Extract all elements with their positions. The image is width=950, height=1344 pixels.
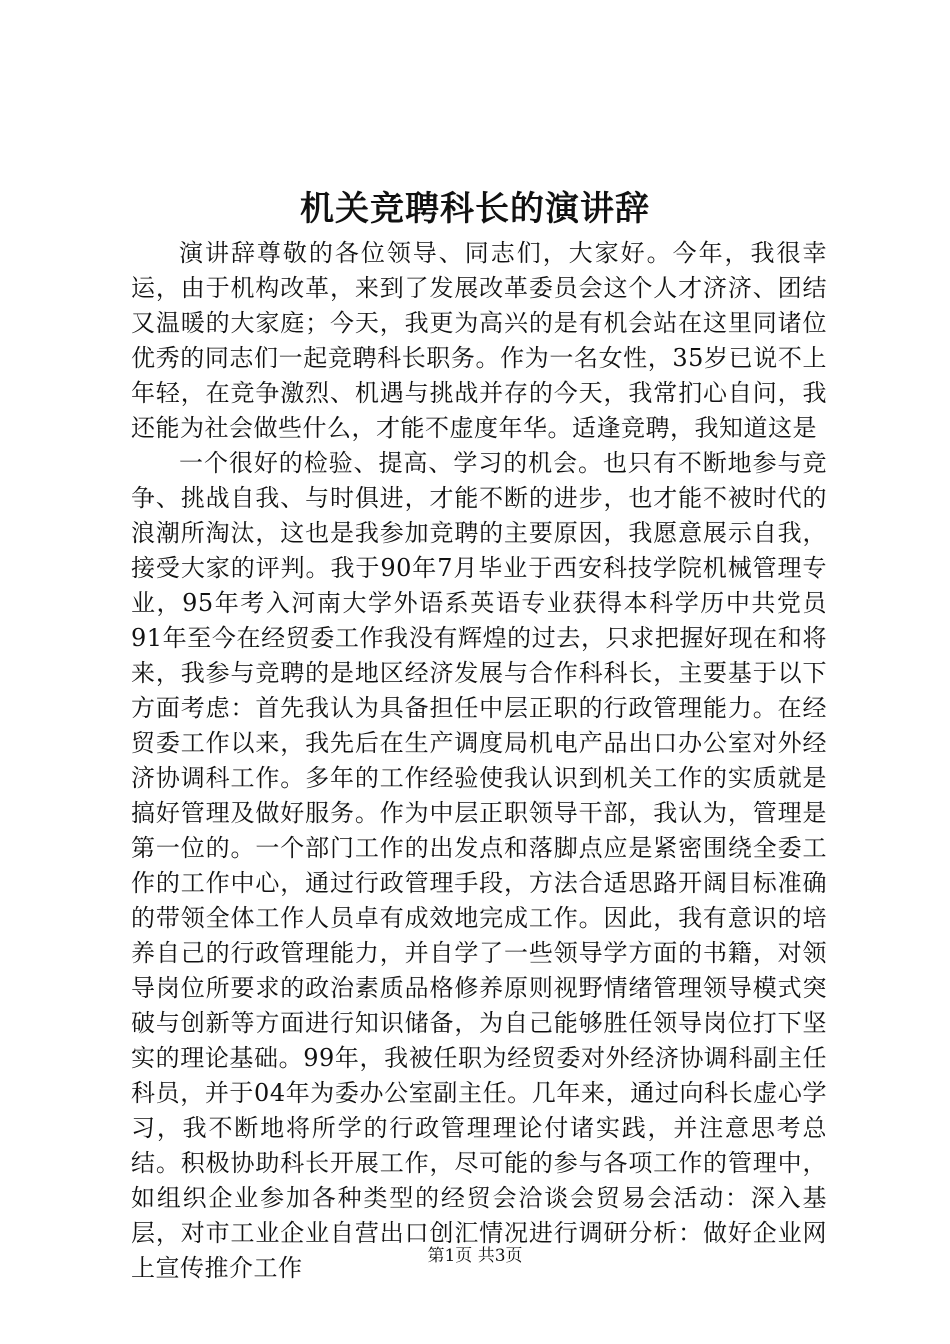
page-number-footer: 第1页 共3页 [427, 1246, 523, 1266]
paragraph: 演讲辞尊敬的各位领导、同志们，大家好。今年，我很幸运，由于机构改革，来到了发展改革委员会这个人才济济、团结又温暖的大家庭；今天，我更为高兴的是有机会站在这里同诸位优秀的同志们一起竞聘科长职务。作为一名女性，35岁已说不上年轻，在竞争激烈、机遇与挑战并存的今天，我常扪心自问，我还能为社会做些什么，才能不虚度年华。适逢竞聘，我知道这是 [131, 239, 827, 442]
document-title: 机关竞聘科长的演讲辞 [300, 189, 650, 229]
document-body [131, 236, 827, 1286]
paragraph: 一个很好的检验、提高、学习的机会。也只有不断地参与竞争、挑战自我、与时俱进，才能不断的进步，也才能不被时代的浪潮所淘汰，这也是我参加竞聘的主要原因，我愿意展示自我，接受大家的评判。我于90年7月毕业于西安科技学院机械管理专业，95年考入河南大学外语系英语专业获得本科学历中共党员91年至今在经贸委工作我没有辉煌的过去，只求把握好现在和将来，我参与竞聘的是地区经济发展与合作科科长，主要基于以下方面考虑：首先我认为具备担任中层正职的行政管理能力。在经贸委工作以来，我先后在生产调度局机电产品出口办公室对外经济协调科工作。多年的工作经验使我认识到机关工作的实质就是搞好管理及做好服务。作为中层正职领导干部，我认为，管理是第一位的。一个部门工作的出发点和落脚点应是紧密围绕全委工作的工作中心，通过行政管理手段，方法合适思路开阔目标准确的带领全体工作人员卓有成效地完成工作。因此，我有意识的培养自己的行政管理能力，并自学了一些领导学方面的书籍，对领导岗位所要求的政治素质品格修养原则视野情绪管理领导模式突破与创新等方面进行知识储备，为自己能够胜任领导岗位打下坚实的理论基础。99年，我被任职为经贸委对外经济协调科副主任科员，并于04年为委办公室副主任。几年来，通过向科长虚心学习，我不断地将所学的行政管理理论付诸实践，并注意思考总结。积极协助科长开展工作，尽可能的参与各项工作的管理中，如组织企业参加各种类型的经贸会洽谈会贸易会活动：深入基层，对市工业企业自营出口创汇情况进行调研分析：做好企业网上宣传推介工作 [131, 449, 827, 1282]
